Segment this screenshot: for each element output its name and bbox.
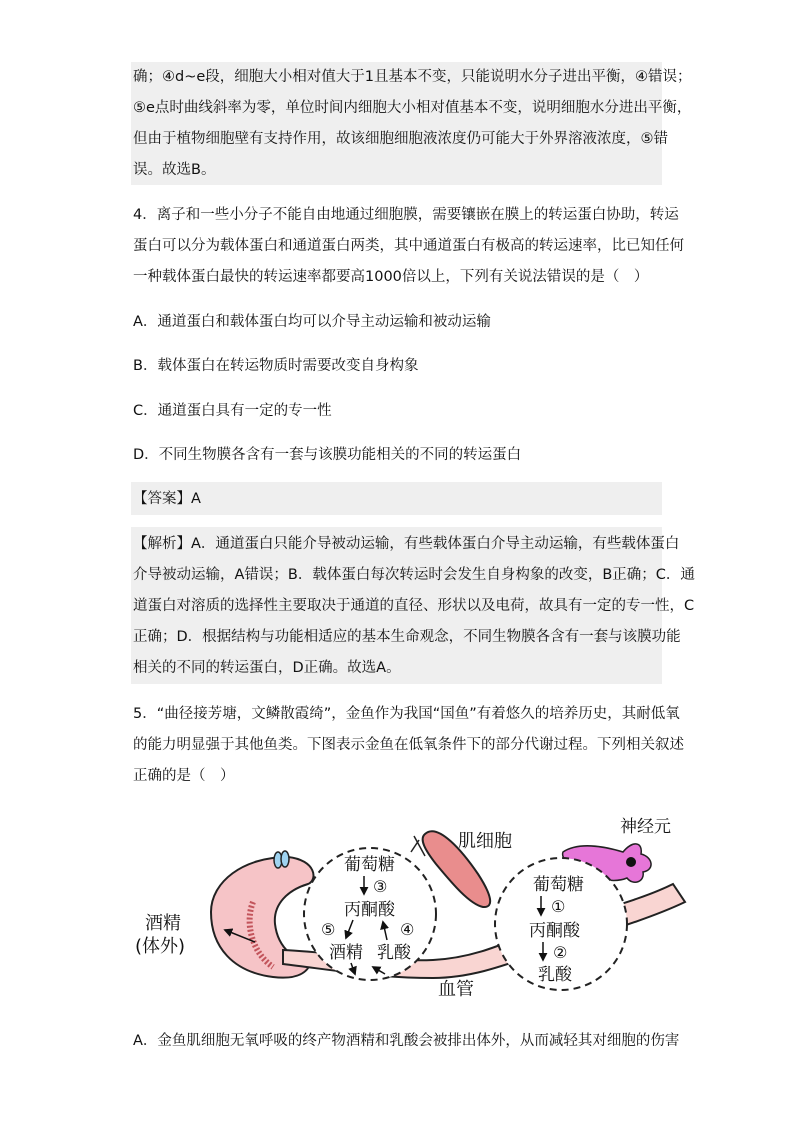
q4-explanation-line: 【解析】A．通道蛋白只能介导被动运输，有些载体蛋白介导主动运输，有些载体蛋白 (133, 536, 680, 552)
q5-stem-line: 5．“曲径接芳塘，文鳞散霞绮”，金鱼作为我国“国鱼”有着悠久的培养历史，其耐低氧 (133, 706, 680, 722)
goldfish-metabolism-diagram (133, 812, 693, 1017)
vessel-label: 血管 (438, 979, 474, 1000)
q4-option-c: C．通道蛋白具有一定的专一性 (133, 403, 332, 419)
left-pyruvate-label: 丙酮酸 (344, 900, 395, 920)
prev-explanation-line: 但由于植物细胞壁有支持作用，故该细胞细胞液浓度仍可能大于外界溶液浓度，⑤错 (133, 131, 668, 147)
alcohol-out-label: 酒精 (145, 913, 181, 934)
q4-explanation-line: 正确；D．根据结构与功能相适应的基本生命观念，不同生物膜各含有一套与该膜功能 (133, 629, 681, 645)
alcohol-out-note: (体外) (135, 936, 186, 957)
q4-stem-line: 4．离子和一些小分子不能自由地通过细胞膜，需要镶嵌在膜上的转运蛋白协助，转运 (133, 207, 679, 223)
q4-explanation-line: 介导被动运输，A错误；B．载体蛋白每次转运时会发生自身构象的改变，B正确；C．通 (133, 567, 695, 583)
left-lactate-label: 乳酸 (377, 943, 411, 963)
left-glucose-label: 葡萄糖 (344, 855, 395, 875)
right-lactate-label: 乳酸 (538, 965, 572, 985)
left-alcohol-label: 酒精 (329, 943, 363, 963)
q4-option-d: D．不同生物膜各含有一套与该膜功能相关的不同的转运蛋白 (133, 447, 522, 463)
right-glucose-label: 葡萄糖 (533, 875, 584, 895)
muscle-cell-label: 肌细胞 (458, 831, 512, 852)
q4-explanation-line: 道蛋白对溶质的选择性主要取决于通道的直径、形状以及电荷，故具有一定的专一性，C (133, 598, 695, 614)
q4-option-a: A．通道蛋白和载体蛋白均可以介导主动运输和被动运输 (133, 314, 491, 330)
right-step-1-label: ① (551, 897, 566, 916)
q5-stem-line: 的能力明显强于其他鱼类。下图表示金鱼在低氧条件下的部分代谢过程。下列相关叙述 (133, 737, 684, 753)
left-step-3-label: ③ (373, 877, 388, 896)
q4-stem-line: 蛋白可以分为载体蛋白和通道蛋白两类，其中通道蛋白有极高的转运速率，比已知任何 (133, 238, 684, 254)
right-pyruvate-label: 丙酮酸 (529, 921, 580, 941)
neuron-label: 神经元 (620, 817, 671, 837)
q4-explanation-line: 相关的不同的转运蛋白，D正确。故选A。 (133, 660, 401, 676)
left-step-4-label: ④ (400, 920, 415, 939)
prev-explanation-line: 确；④d~e段，细胞大小相对值大于1且基本不变，只能说明水分子进出平衡，④错误； (133, 69, 692, 85)
q4-answer: 【答案】A (133, 491, 201, 507)
right-step-2-label: ② (553, 943, 568, 962)
q4-stem-line: 一种载体蛋白最快的转运速率都要高1000倍以上，下列有关说法错误的是（ ） (133, 269, 649, 285)
left-step-5-label: ⑤ (321, 920, 336, 939)
prev-explanation-line: 误。故选B。 (133, 162, 216, 178)
q4-answer-block (131, 482, 662, 515)
q5-stem-line: 正确的是（ ） (133, 768, 235, 784)
q4-option-b: B．载体蛋白在转运物质时需要改变自身构象 (133, 358, 419, 374)
prev-explanation-line: ⑤e点时曲线斜率为零，单位时间内细胞大小相对值基本不变，说明细胞水分进出平衡， (133, 100, 692, 116)
q5-option-a: A．金鱼肌细胞无氧呼吸的终产物酒精和乳酸会被排出体外，从而减轻其对细胞的伤害 (133, 1033, 680, 1049)
